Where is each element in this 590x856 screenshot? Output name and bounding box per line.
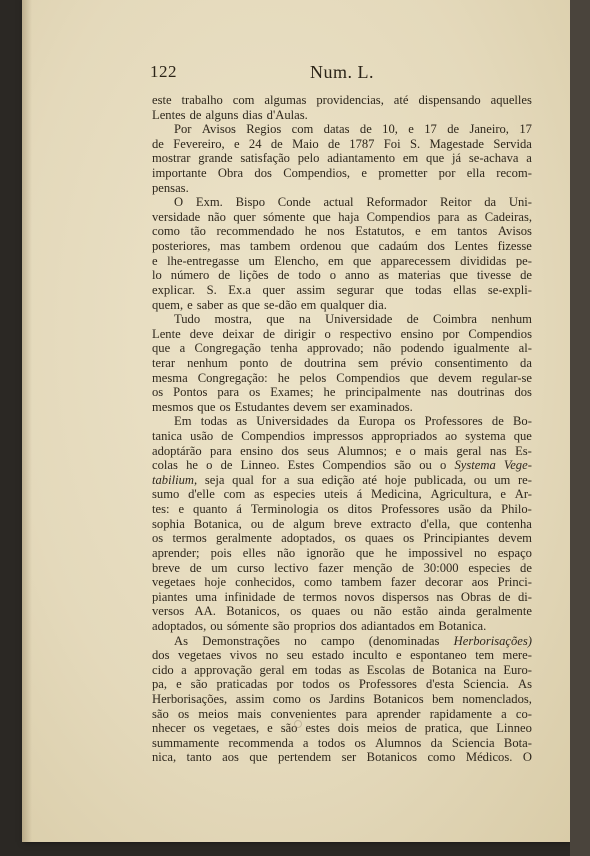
text-line: colas he o de Linneo. Estes Compendios são ou o Systema Vege- [152,458,532,473]
text-line: são os meios mais convenientes para aprender rapidamente a co- [152,706,532,721]
text-line: summamente recommenda a todos os Alumnos da Sciencia Bota- [152,735,532,750]
text-line: tes: e quanto á Terminologia os ditos Professores usão da Philo- [152,502,532,517]
text-line: dos vegetaes vivos no seu estado inculto e espontaneo tem mere- [152,648,532,663]
running-title: Num. L. [310,62,374,82]
page-number: 122 [150,62,177,81]
text-line: nhecer os vegetaes, e são estes dois meios de pratica, que Linneo [152,721,532,736]
text-line: Lente deve deixar de dirigir o respectivo ensino por Compendios [152,326,532,341]
text-line: As Demonstrações no campo (denominadas Herborisações) [174,633,532,648]
text-line: Tudo mostra, que na Universidade de Coimbra nenhum [174,312,532,327]
text-line: lo número de lições de todo o anno as materias que tivesse de [152,268,532,283]
text-line: Herborisações, assim como os Jardins Botanicos bem nomenclados, [152,691,532,706]
text-line: importante Obra dos Compendios, e prometter por ella recom- [152,166,532,181]
spine-shadow [22,0,32,842]
scan-mark [294,720,302,728]
scan-background-edge [570,0,590,856]
text-line: mostrar grande satisfação pelo adiantamento em que já se-achava a [152,151,532,166]
text-line: quem, e saber as que se-dão em qualquer dia. [152,297,387,312]
text-line: breve de um curso lectivo fazer menção de 30:000 especies de [152,560,532,575]
text-line: O Exm. Bispo Conde actual Reformador Reitor da Uni- [174,195,532,210]
body-text [152,93,532,765]
text-line: os termos geralmente adoptados, os quaes os Principiantes devem [152,531,532,546]
text-line: Lentes de alguns dias d'Aulas. [152,107,308,122]
text-line: Por Avisos Regios com datas de 10, e 17 de Janeiro, 17 [174,122,532,137]
text-line: piantes uma infinidade de termos novos dispersos nas Obras de di- [152,589,532,604]
text-line: adoptados, ou sómente são proprios dos adiantados em Botanica. [152,618,487,633]
text-line: Em todas as Universidades da Europa os Professores de Bo- [174,414,532,429]
text-line: de Fevereiro, e 24 de Maio de 1787 Foi S. Magestade Servida [152,136,532,151]
text-line: pensas. [152,180,189,195]
text-line: posteriores, mas tambem ordenou que cadaúm dos Lentes fizesse [152,239,532,254]
text-line: este trabalho com algumas providencias, até dispensando aquelles [152,93,532,107]
text-line: mesmos que os Estudantes devem ser examinados. [152,399,413,414]
text-line: sumo d'elle com as especies uteis á Medicina, Agricultura, e Ar- [152,487,532,502]
text-line: e lhe-entregasse um Elencho, em que apparecessem divididas pe- [152,253,532,268]
text-line: versidade não quer sómente que haja Compendios para as Cadeiras, [152,209,532,224]
text-line: vegetaes hoje conhecidos, como tambem fazer decorar aos Princi- [152,575,532,590]
text-line: tabilium, seja qual for a sua edição até hoje publicada, ou um re- [152,472,532,487]
text-line: mesma Congregação: he pelos Compendios que devem regular-se [152,370,532,385]
text-line: os Pontos para os Exames; he principalmente nas doutrinas dos [152,385,532,400]
text-line: nica, tanto aos que pertendem ser Botanicos como Médicos. O [152,750,532,765]
text-line: cido a approvação geral em todas as Escolas de Botanica na Euro- [152,662,532,677]
text-line: aprender; pois elles não ignorão que he impossivel no espaço [152,545,532,560]
text-line: pa, e são praticadas por todos os Professores d'esta Sciencia. As [152,677,532,692]
text-line: explicar. S. Ex.a quer assim segurar que todas ellas se-expli- [152,282,532,297]
text-line: terar nenhum ponto de doutrina sem prévio consentimento da [152,355,532,370]
text-line: como tão recommendado he nos Estatutos, e em tantos Avisos [152,224,532,239]
text-line: sophia Botanica, ou de algum breve extracto d'ella, que contenha [152,516,532,531]
page-header [150,62,542,84]
text-line: tanica usão de Compendios impressos appropriados ao systema que [152,429,532,444]
text-line: adoptárão para ensino dos seus Alumnos; e o mais geral nas Es- [152,443,532,458]
text-line: que a Congregação tenha approvado; não podendo igualmente al- [152,341,532,356]
text-line: versos AA. Botanicos, os quaes ou não estão ainda geralmente [152,604,532,619]
